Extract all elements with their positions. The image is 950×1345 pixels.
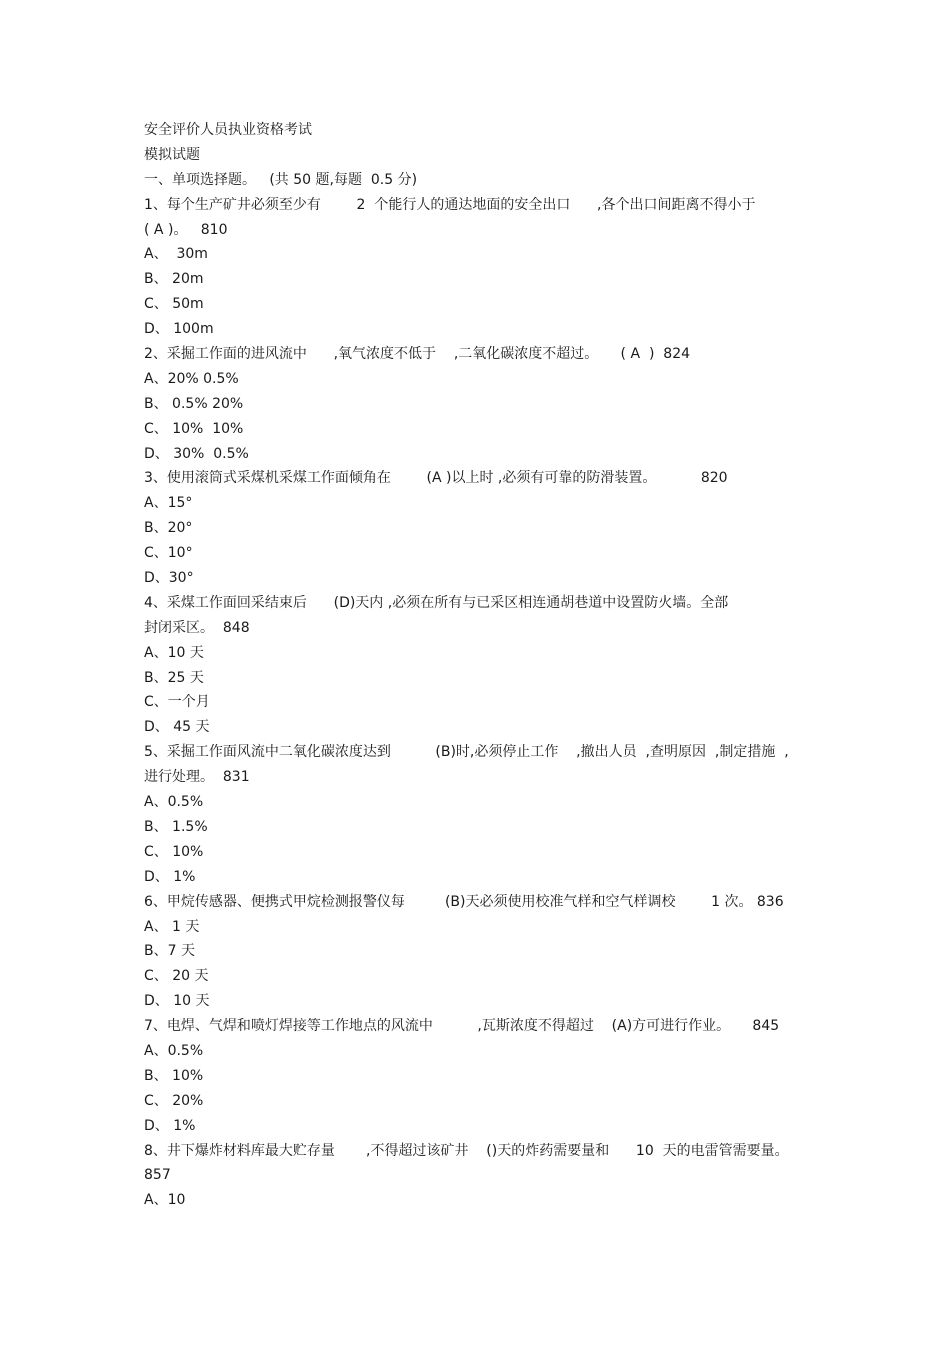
question-2-option-c: C、 10% 10% [144, 420, 244, 437]
question-7: 7、电焊、气焊和喷灯焊接等工作地点的风流中 ,瓦斯浓度不得超过 (A)方可进行作业。 845 [144, 1018, 780, 1035]
question-3-option-d: D、30° [144, 570, 194, 587]
question-1-continued: ( A )。 810 [144, 221, 228, 238]
question-4-option-a: A、10 天 [144, 644, 204, 661]
document-title: 安全评价人员执业资格考试 [144, 122, 312, 138]
question-2-option-b: B、 0.5% 20% [144, 395, 244, 412]
question-5-option-b: B、 1.5% [144, 818, 208, 835]
question-4: 4、采煤工作面回采结束后 (D)天内 ,必须在所有与已采区相连通胡巷道中设置防火墙。全部 [144, 594, 729, 611]
question-6: 6、甲烷传感器、便携式甲烷检测报警仪每 (B)天必须使用校准气样和空气样调校 1 次。 836 [144, 893, 784, 910]
document-page [144, 118, 844, 1213]
question-4-option-c: C、一个月 [144, 694, 210, 711]
question-3-option-c: C、10° [144, 545, 193, 562]
question-1: 1、每个生产矿井必须至少有 2 个能行人的通达地面的安全出口 ,各个出口间距离不得小于 [144, 196, 756, 213]
question-7-option-c: C、 20% [144, 1092, 204, 1109]
question-8-option-a: A、10 [144, 1192, 186, 1209]
question-2: 2、采掘工作面的进风流中 ,氧气浓度不低于 ,二氧化碳浓度不超过。 ( A ) 824 [144, 346, 691, 363]
question-1-option-a: A、 30m [144, 246, 208, 263]
question-6-option-a: A、 1 天 [144, 918, 200, 935]
document-subtitle: 模拟试题 [144, 146, 200, 163]
question-4-option-d: D、 45 天 [144, 719, 210, 736]
question-5-option-d: D、 1% [144, 868, 196, 885]
question-6-option-c: C、 20 天 [144, 968, 209, 985]
question-7-option-a: A、0.5% [144, 1042, 204, 1059]
question-5-option-a: A、0.5% [144, 794, 204, 811]
question-7-option-d: D、 1% [144, 1117, 196, 1134]
question-1-option-b: B、 20m [144, 271, 204, 288]
question-3: 3、使用滚筒式采煤机采煤工作面倾角在 (A )以上时 ,必须有可靠的防滑装置。 820 [144, 470, 728, 487]
question-8: 8、井下爆炸材料库最大贮存量 ,不得超过该矿井 ()天的炸药需要量和 10 天的电雷管需要量。 [144, 1142, 789, 1159]
question-5-continued: 进行处理。 831 [144, 769, 250, 786]
question-8-continued: 857 [144, 1167, 171, 1184]
question-1-option-c: C、 50m [144, 296, 204, 313]
question-4-continued: 封闭采区。 848 [144, 619, 250, 636]
question-2-option-d: D、 30% 0.5% [144, 445, 249, 462]
question-6-option-d: D、 10 天 [144, 993, 210, 1010]
question-7-option-b: B、 10% [144, 1067, 204, 1084]
question-5: 5、采掘工作面风流中二氧化碳浓度达到 (B)时,必须停止工作 ,撤出人员 ,查明原因 ,制定措施 , [144, 744, 789, 761]
question-3-option-a: A、15° [144, 495, 193, 512]
section-heading: 一、单项选择题。 (共 50 题,每题 0.5 分) [144, 171, 418, 188]
question-2-option-a: A、20% 0.5% [144, 370, 239, 387]
question-5-option-c: C、 10% [144, 843, 204, 860]
question-1-option-d: D、 100m [144, 321, 214, 338]
question-3-option-b: B、20° [144, 520, 193, 537]
question-4-option-b: B、25 天 [144, 669, 204, 686]
question-6-option-b: B、7 天 [144, 943, 195, 960]
